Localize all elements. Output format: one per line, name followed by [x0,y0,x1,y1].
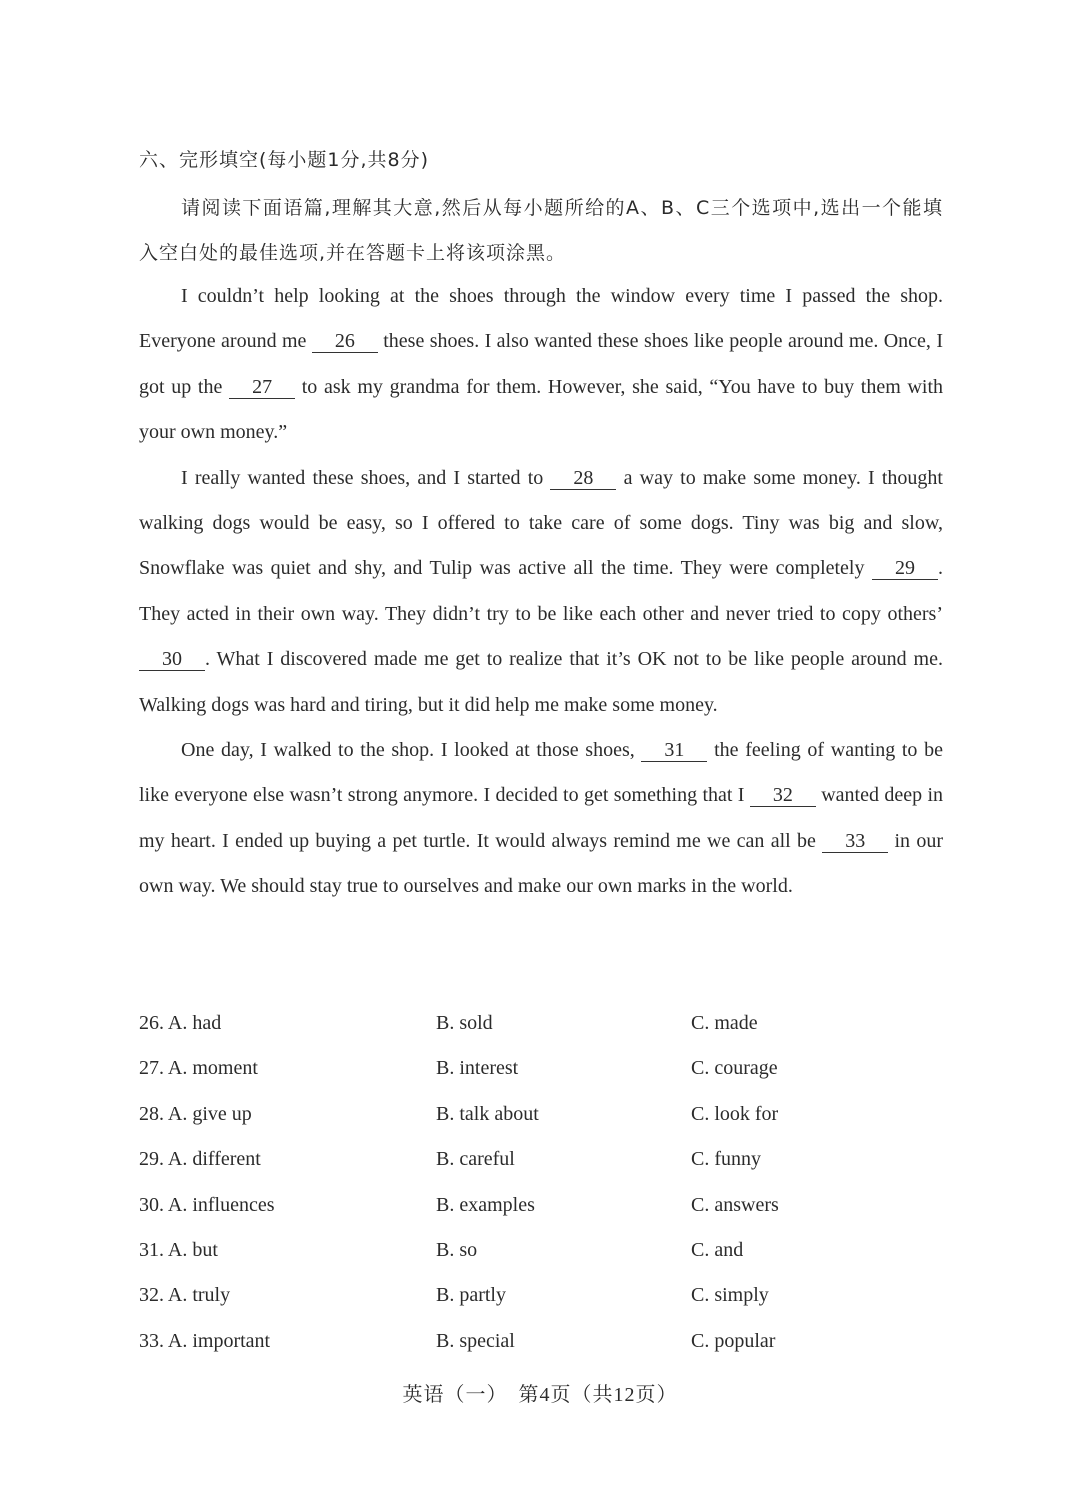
option-c: C. courage [691,1057,778,1080]
blank-33: 33 [822,830,888,853]
blank-26: 26 [312,330,378,353]
option-c: C. look for [691,1102,779,1125]
option-c: C. made [691,1012,758,1034]
option-row-29 [139,1137,943,1182]
passage-text: One day, I walked to the shop. I looked at those shoes, [181,739,642,762]
passage-text: in our own way. We should stay true to ourselves and make our own marks in the world. [139,829,944,898]
option-c: C. and [691,1238,744,1261]
option-a: 32. A. truly [139,1284,231,1307]
option-a: 27. A. moment [139,1057,258,1080]
answer-options [139,1001,943,1364]
option-row-26 [139,1001,943,1046]
option-b: B. sold [436,1012,493,1034]
blank-28: 28 [550,467,616,490]
option-b: B. special [436,1329,515,1352]
option-b: B. so [436,1238,478,1261]
passage-text: these shoes. I also wanted these shoes like people around me. Once, I got up the [139,330,943,398]
blank-32: 32 [750,784,816,807]
passage-text: . What I discovered made me get to realize that it’s OK not to be like people around me. Walking dogs was hard and tiring, but it did help me make some money. [139,648,943,716]
passage-text: the feeling of wanting to be like everyone else wasn’t strong anymore. I decided to get something that I [139,739,943,807]
blank-27: 27 [229,376,295,399]
passage-text: I really wanted these shoes, and I started to [181,466,551,489]
option-b: B. talk about [436,1102,539,1125]
option-a: 33. A. important [139,1329,271,1352]
option-b: B. partly [436,1284,506,1307]
option-b: B. careful [436,1148,515,1171]
section-instructions: 请阅读下面语篇,理解其大意,然后从每小题所给的A、B、C三个选项中,选出一个能填入空白处的最佳选项,并在答题卡上将该项涂黑。 [139,197,943,264]
option-row-31 [139,1228,943,1273]
option-row-28 [139,1092,943,1137]
cloze-passage [139,274,943,910]
passage-text: . They acted in their own way. They didn’t try to be like each other and never tried to copy others’ [139,557,943,625]
passage-paragraph-3 [139,728,943,910]
passage-paragraph-2 [139,456,943,728]
option-a: 30. A. influences [139,1193,275,1216]
passage-paragraph-1 [139,274,943,456]
option-c: C. answers [691,1193,779,1216]
option-row-27 [139,1046,943,1091]
option-row-32 [139,1273,943,1318]
option-a: 31. A. but [139,1238,218,1261]
blank-29: 29 [872,557,938,580]
option-a: 29. A. different [139,1148,261,1171]
option-c: C. popular [691,1329,776,1352]
passage-text: wanted deep in my heart. I ended up buying a pet turtle. It would always remind me we can all be [139,784,943,852]
blank-30: 30 [139,648,205,671]
option-c: C. funny [691,1148,761,1171]
option-a: 28. A. give up [139,1102,252,1125]
blank-31: 31 [641,739,707,762]
passage-text: to ask my grandma for them. However, she said, “You have to buy them with your own money.” [139,375,943,444]
section-title: 六、完形填空(每小题1分,共8分) [139,149,430,171]
page-footer: 英语（一） 第4页（共12页） [402,1384,678,1406]
option-b: B. interest [436,1057,519,1080]
option-row-30 [139,1183,943,1228]
option-c: C. simply [691,1284,769,1307]
passage-text: a way to make some money. I thought walking dogs would be easy, so I offered to take care of some dogs. Tiny was big and slow, Snowflake was quiet and shy, and Tulip was active all the time. They were completely [139,466,943,580]
option-row-33 [139,1319,943,1364]
passage-text: I couldn’t help looking at the shoes through the window every time I passed the shop. Everyone around me [139,285,943,353]
option-a: 26. A. had [139,1012,222,1034]
option-b: B. examples [436,1193,535,1216]
